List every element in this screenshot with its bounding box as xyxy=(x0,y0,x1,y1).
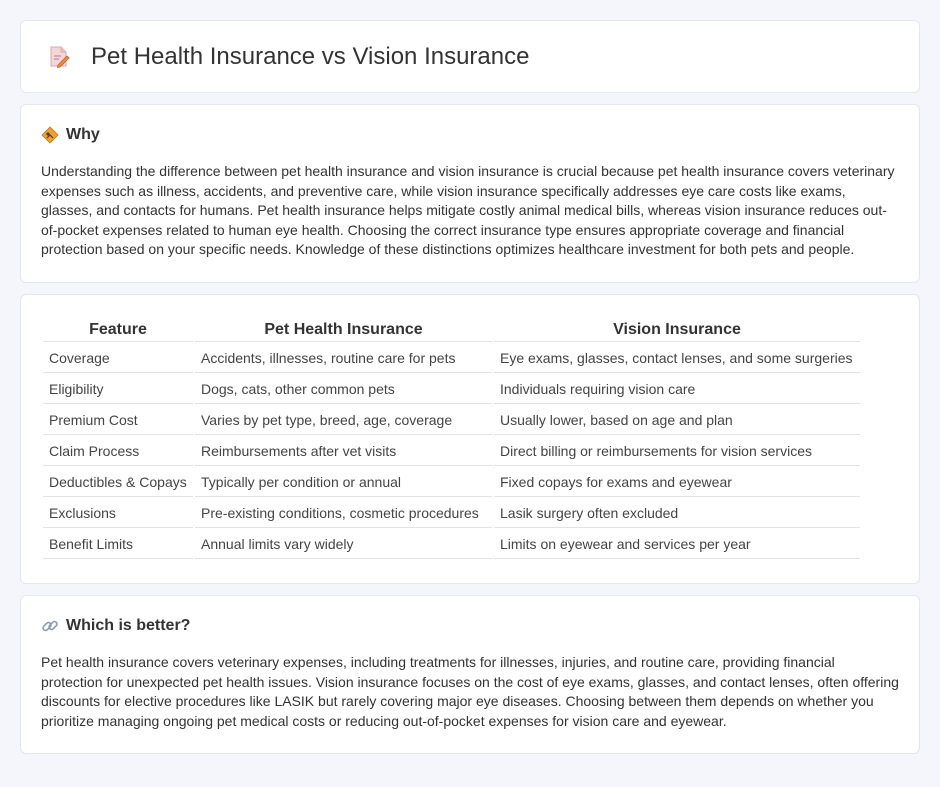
better-header xyxy=(41,617,899,635)
better-text: Pet health insurance covers veterinary expenses, including treatments for illnesses, injuries, and routine care, providing financial protection for unexpected pet health issues. Vision insurance focuses on the cost of eye exams, glasses, and contact lenses, often offering discounts for elective procedures like LASIK but rarely covering major eye diseases. Choosing between them depends on whether you prioritize managing ongoing pet medical costs or reducing out-of-pocket expenses for vision care and eyewear. xyxy=(41,653,899,729)
comparison-card xyxy=(20,294,920,584)
comparison-table xyxy=(41,317,862,561)
row-feature: Deductibles & Copays xyxy=(43,468,193,497)
row-vision-value: Lasik surgery often excluded xyxy=(494,499,860,528)
row-pet-value: Typically per condition or annual xyxy=(195,468,492,497)
better-section xyxy=(20,595,920,754)
table-header-row xyxy=(43,319,860,342)
row-vision-value: Direct billing or reimbursements for vision services xyxy=(494,437,860,466)
why-section xyxy=(20,104,920,283)
row-pet-value: Varies by pet type, breed, age, coverage xyxy=(195,406,492,435)
table-row xyxy=(43,375,860,404)
row-pet-value: Pre-existing conditions, cosmetic procedures xyxy=(195,499,492,528)
link-icon xyxy=(41,617,59,635)
diamond-sign-icon xyxy=(41,126,59,144)
row-pet-value: Accidents, illnesses, routine care for pets xyxy=(195,344,492,373)
row-pet-value: Dogs, cats, other common pets xyxy=(195,375,492,404)
row-feature: Benefit Limits xyxy=(43,530,193,559)
table-row xyxy=(43,499,860,528)
table-row xyxy=(43,530,860,559)
table-row xyxy=(43,468,860,497)
table-row xyxy=(43,437,860,466)
row-vision-value: Limits on eyewear and services per year xyxy=(494,530,860,559)
row-feature: Exclusions xyxy=(43,499,193,528)
row-pet-value: Reimbursements after vet visits xyxy=(195,437,492,466)
table-row xyxy=(43,344,860,373)
document-pencil-icon xyxy=(47,45,71,69)
why-heading: Why xyxy=(66,126,100,143)
row-feature: Claim Process xyxy=(43,437,193,466)
table-row xyxy=(43,406,860,435)
title-card xyxy=(20,20,920,93)
row-vision-value: Usually lower, based on age and plan xyxy=(494,406,860,435)
header-pet-health: Pet Health Insurance xyxy=(195,319,492,342)
row-feature: Premium Cost xyxy=(43,406,193,435)
row-vision-value: Eye exams, glasses, contact lenses, and some surgeries xyxy=(494,344,860,373)
why-header xyxy=(41,126,899,144)
row-vision-value: Fixed copays for exams and eyewear xyxy=(494,468,860,497)
row-vision-value: Individuals requiring vision care xyxy=(494,375,860,404)
row-feature: Coverage xyxy=(43,344,193,373)
better-heading: Which is better? xyxy=(66,616,191,634)
why-text: Understanding the difference between pet health insurance and vision insurance is crucial because pet health insurance covers veterinary expenses such as illness, accidents, and preventive care, while vision insurance specifically addresses eye care costs like exams, glasses, and contacts for humans. Pet health insurance helps mitigate costly animal medical bills, whereas vision insurance reduces out-of-pocket expenses related to human eye health. Choosing the correct insurance type ensures appropriate coverage and financial protection based on your specific needs. Knowledge of these distinctions optimizes healthcare investment for both pets and people. xyxy=(41,163,895,258)
header-feature: Feature xyxy=(43,319,193,342)
row-feature: Eligibility xyxy=(43,375,193,404)
row-pet-value: Annual limits vary widely xyxy=(195,530,492,559)
header-vision: Vision Insurance xyxy=(494,319,860,342)
page-title: Pet Health Insurance vs Vision Insurance xyxy=(91,42,530,70)
